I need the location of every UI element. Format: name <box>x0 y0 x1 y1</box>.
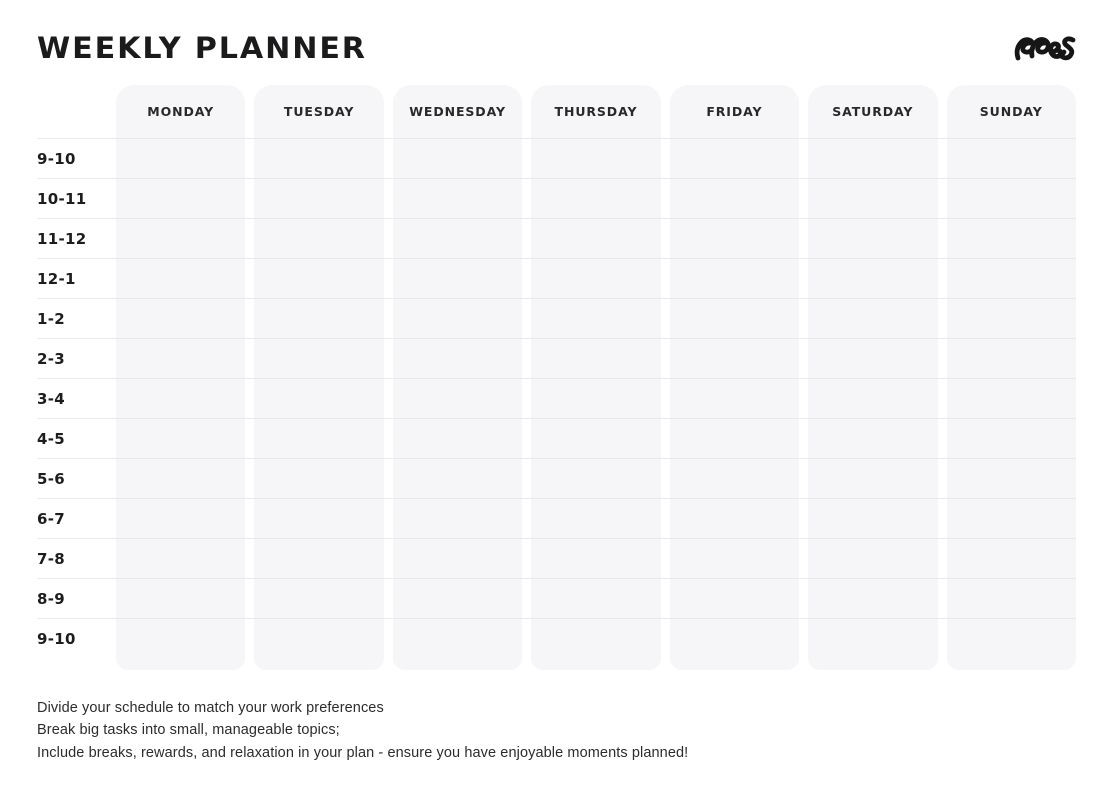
planner-cell <box>254 139 383 178</box>
planner-cell <box>116 579 245 618</box>
planner-cell <box>808 539 937 578</box>
planner-cell <box>116 539 245 578</box>
planner-cell <box>808 579 937 618</box>
planner-cell <box>947 419 1076 458</box>
day-header-cell <box>531 85 660 138</box>
day-label: WEDNESDAY <box>409 104 506 119</box>
day-header-cell <box>670 85 799 138</box>
time-gutter-pad <box>37 658 107 670</box>
planner-cell <box>254 179 383 218</box>
planner-grid <box>37 85 1076 670</box>
time-slot-label: 9-10 <box>37 629 76 648</box>
planner-cell <box>808 419 937 458</box>
planner-cell <box>116 379 245 418</box>
planner-cell <box>116 619 245 658</box>
time-gutter-header <box>37 85 107 138</box>
time-slot-label: 8-9 <box>37 589 65 608</box>
planner-cell <box>947 499 1076 538</box>
planner-row <box>37 418 1076 458</box>
planner-cell <box>670 259 799 298</box>
planner-cell <box>808 459 937 498</box>
planner-column-foot <box>531 658 660 670</box>
planner-cell <box>670 219 799 258</box>
day-label: TUESDAY <box>283 104 355 119</box>
planner-cell <box>254 259 383 298</box>
planner-cell <box>947 179 1076 218</box>
planner-cell <box>531 299 660 338</box>
planner-column-foot <box>947 658 1076 670</box>
planner-cell <box>116 179 245 218</box>
planner-cell <box>393 339 522 378</box>
planner-row <box>37 458 1076 498</box>
day-header-cell <box>254 85 383 138</box>
planner-cell <box>670 419 799 458</box>
planner-row <box>37 178 1076 218</box>
planner-cell <box>254 619 383 658</box>
time-slot-label: 3-4 <box>37 389 65 408</box>
planner-cell <box>808 619 937 658</box>
planner-cell <box>254 299 383 338</box>
planner-row <box>37 538 1076 578</box>
planner-cell <box>531 579 660 618</box>
brand-script-logo-icon <box>1014 30 1076 66</box>
planner-cell <box>393 419 522 458</box>
planner-cell <box>254 219 383 258</box>
planner-cell <box>947 219 1076 258</box>
day-header-row <box>37 85 1076 138</box>
planner-cell <box>531 499 660 538</box>
planner-cell <box>531 619 660 658</box>
planner-cell <box>254 339 383 378</box>
planner-cell <box>531 539 660 578</box>
planner-cell <box>531 459 660 498</box>
planner-column-foot <box>670 658 799 670</box>
planner-row <box>37 338 1076 378</box>
day-header-cell <box>116 85 245 138</box>
planner-cell <box>947 139 1076 178</box>
planner-cell <box>947 259 1076 298</box>
footer-tip-line: Include breaks, rewards, and relaxation in your plan - ensure you have enjoyable moments planned! <box>37 744 689 761</box>
footer-tips <box>37 697 1076 764</box>
planner-cell <box>116 419 245 458</box>
planner-cell <box>531 219 660 258</box>
planner-cell <box>947 459 1076 498</box>
planner-cell <box>116 339 245 378</box>
planner-cell <box>947 579 1076 618</box>
planner-row <box>37 138 1076 178</box>
planner-cell <box>393 139 522 178</box>
footer-tip-line: Divide your schedule to match your work preferences <box>37 700 384 716</box>
planner-cell <box>947 539 1076 578</box>
planner-cell <box>531 339 660 378</box>
planner-cell <box>670 139 799 178</box>
planner-column-foot <box>393 658 522 670</box>
planner-cell <box>254 579 383 618</box>
time-slot-label: 4-5 <box>37 429 65 448</box>
planner-cell <box>393 379 522 418</box>
page-title: WEEKLY PLANNER <box>37 31 367 65</box>
day-header-cell <box>393 85 522 138</box>
time-slot-label: 11-12 <box>37 229 87 248</box>
planner-cell <box>808 219 937 258</box>
time-slot-label: 2-3 <box>37 349 65 368</box>
planner-column-foot <box>116 658 245 670</box>
planner-cell <box>254 499 383 538</box>
time-slot-label: 1-2 <box>37 309 65 328</box>
planner-cell <box>254 459 383 498</box>
planner-cell <box>393 619 522 658</box>
planner-row <box>37 378 1076 418</box>
planner-cell <box>808 379 937 418</box>
planner-cell <box>116 219 245 258</box>
planner-cell <box>670 179 799 218</box>
planner-cell <box>116 259 245 298</box>
planner-column-foot <box>254 658 383 670</box>
planner-cell <box>670 459 799 498</box>
planner-cell <box>670 539 799 578</box>
planner-cell <box>670 339 799 378</box>
planner-cell <box>393 499 522 538</box>
planner-row <box>37 218 1076 258</box>
planner-cell <box>254 539 383 578</box>
planner-cell <box>116 499 245 538</box>
top-bar <box>37 28 1076 68</box>
planner-cell <box>393 539 522 578</box>
planner-cell <box>531 139 660 178</box>
planner-cell <box>670 299 799 338</box>
planner-cell <box>670 619 799 658</box>
time-slot-label: 5-6 <box>37 469 65 488</box>
day-label: FRIDAY <box>706 104 763 119</box>
footer-tip-line: Break big tasks into small, manageable topics; <box>37 722 340 739</box>
planner-cell <box>947 379 1076 418</box>
planner-cell <box>531 379 660 418</box>
planner-cell <box>531 419 660 458</box>
planner-cell <box>116 459 245 498</box>
planner-cell <box>947 339 1076 378</box>
planner-cell <box>947 299 1076 338</box>
planner-cell <box>393 259 522 298</box>
planner-cell <box>531 259 660 298</box>
planner-cell <box>254 419 383 458</box>
planner-cell <box>808 299 937 338</box>
planner-cell <box>670 579 799 618</box>
planner-cell <box>393 299 522 338</box>
planner-cell <box>254 379 383 418</box>
planner-cell <box>808 259 937 298</box>
day-label: SATURDAY <box>832 104 914 119</box>
grid-bottom-pad-row <box>37 658 1076 670</box>
time-slot-label: 9-10 <box>37 149 76 168</box>
time-slot-label: 12-1 <box>37 269 76 288</box>
day-label: MONDAY <box>147 104 215 119</box>
planner-cell <box>116 299 245 338</box>
day-label: THURSDAY <box>554 104 638 119</box>
planner-row <box>37 578 1076 618</box>
planner-cell <box>808 499 937 538</box>
day-header-cell <box>808 85 937 138</box>
planner-cell <box>393 579 522 618</box>
planner-cell <box>670 499 799 538</box>
day-label: SUNDAY <box>979 104 1043 119</box>
planner-cell <box>670 379 799 418</box>
planner-row <box>37 298 1076 338</box>
planner-cell <box>947 619 1076 658</box>
day-header-cell <box>947 85 1076 138</box>
time-slot-label: 10-11 <box>37 189 87 208</box>
planner-column-foot <box>808 658 937 670</box>
planner-row <box>37 258 1076 298</box>
planner-row <box>37 498 1076 538</box>
planner-cell <box>393 219 522 258</box>
time-slot-label: 6-7 <box>37 509 65 528</box>
time-slot-label: 7-8 <box>37 549 65 568</box>
planner-cell <box>393 179 522 218</box>
planner-cell <box>808 179 937 218</box>
planner-row <box>37 618 1076 658</box>
planner-cell <box>808 139 937 178</box>
planner-cell <box>531 179 660 218</box>
planner-cell <box>116 139 245 178</box>
planner-cell <box>393 459 522 498</box>
planner-cell <box>808 339 937 378</box>
